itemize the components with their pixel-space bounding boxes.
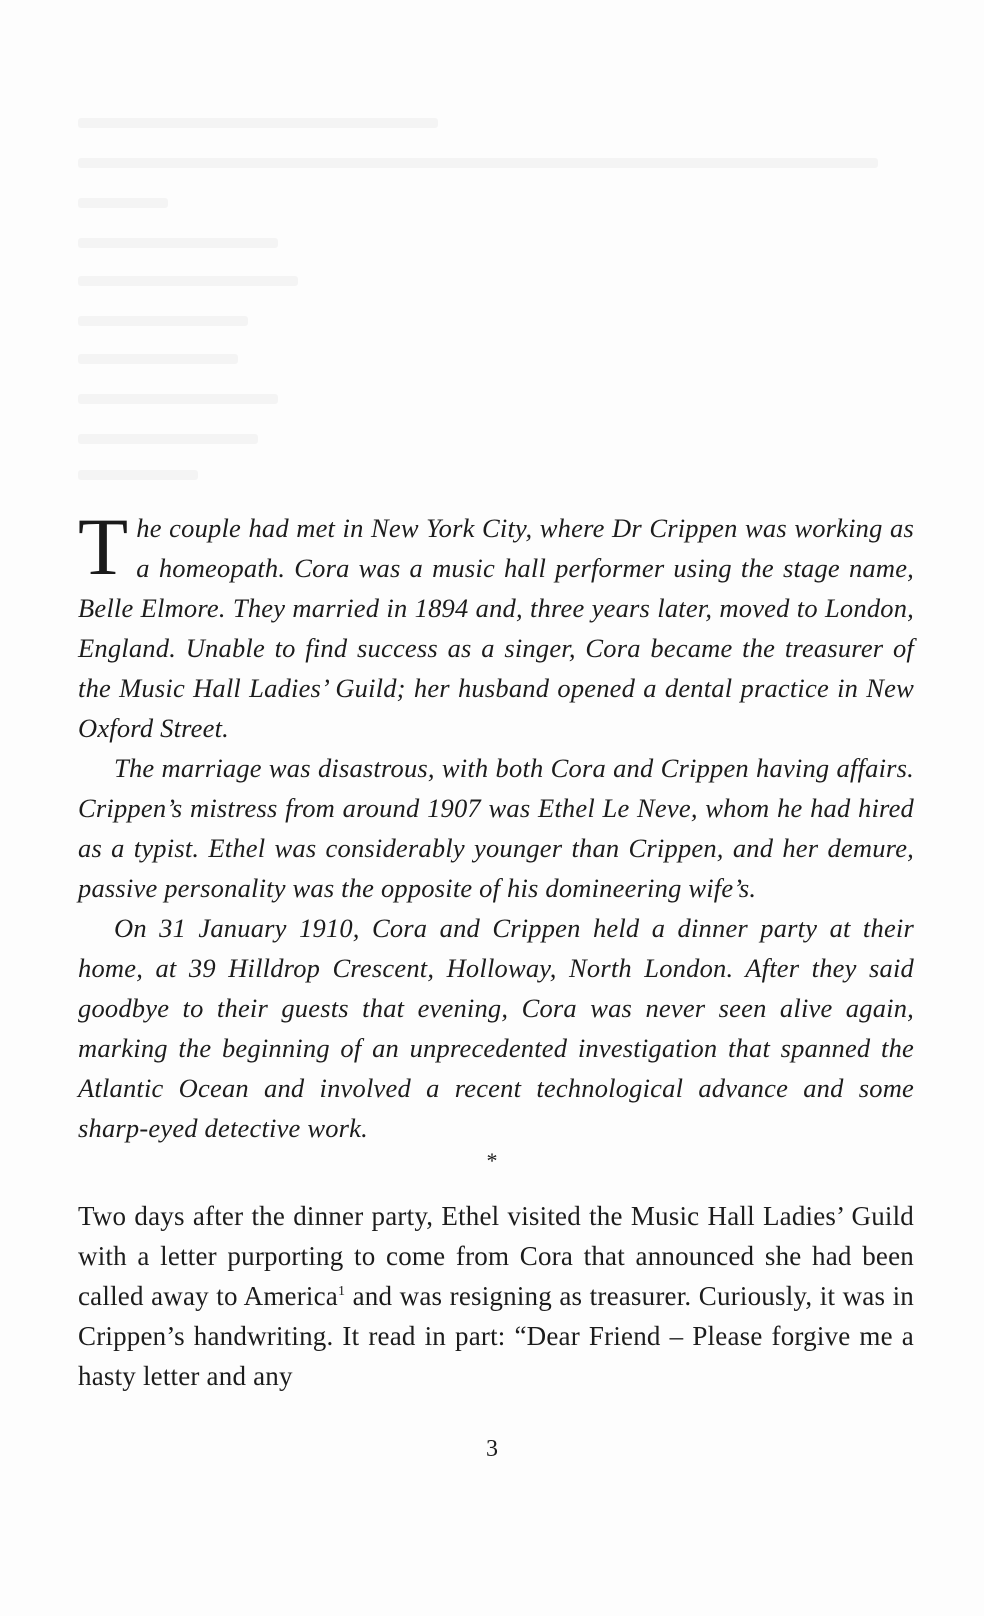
paragraph-2: The marriage was disastrous, with both Cora and Crippen having affairs. Crippen’s mistress from around 1907 was Ethel Le Neve, whom he had hired as a typist. Ethel was considerably younger than Crippen, and her demure, passive personality was the opposite of his domineering wife’s. [78, 753, 914, 903]
opening-section [78, 501, 914, 1148]
paragraph-3: On 31 January 1910, Cora and Crippen held a dinner party at their home, at 39 Hilldrop Crescent, Holloway, North London. After they said goodbye to their guests that evening, Cora was never seen alive again, marking the beginning of an unprecedented investigation that spanned the Atlantic Ocean and involved a recent technological advance and some sharp-eyed detective work. [78, 913, 914, 1143]
paragraph-1 [78, 501, 914, 748]
show-through-line [78, 198, 168, 208]
page-number: 3 [486, 1436, 498, 1462]
section-separator: * [486, 1148, 498, 1173]
show-through-line [78, 158, 878, 168]
paragraph-4 [78, 1196, 914, 1396]
paragraph-4-text-b: and was resigning as treasurer. Curiously, it was in Crippen’s handwriting. It read in part: “Dear Friend – Please forgive me a hasty letter and any [78, 1281, 914, 1391]
show-through-line [78, 470, 198, 480]
footnote-marker[interactable]: 1 [337, 1284, 346, 1299]
show-through-line [78, 316, 248, 326]
drop-cap: T [78, 501, 129, 592]
second-section [78, 1196, 914, 1396]
show-through-line [78, 276, 298, 286]
show-through-line [78, 354, 238, 364]
show-through-line [78, 238, 278, 248]
paragraph-4-text-a: Two days after the dinner party, Ethel visited the Music Hall Ladies’ Guild with a letter purporting to come from Cora that announced she had been called away to America [78, 1201, 914, 1311]
show-through-line [78, 434, 258, 444]
show-through-line [78, 394, 278, 404]
show-through-line [78, 118, 438, 128]
paragraph-1-text: he couple had met in New York City, where Dr Crippen was working as a homeopath. Cora was a music hall performer using the stage name, Belle Elmore. They married in 1894 and, three years later, moved to London, England. Unable to find success as a singer, Cora became the treasurer of the Music Hall Ladies’ Guild; her husband opened a dental practice in New Oxford Street. [78, 513, 914, 743]
